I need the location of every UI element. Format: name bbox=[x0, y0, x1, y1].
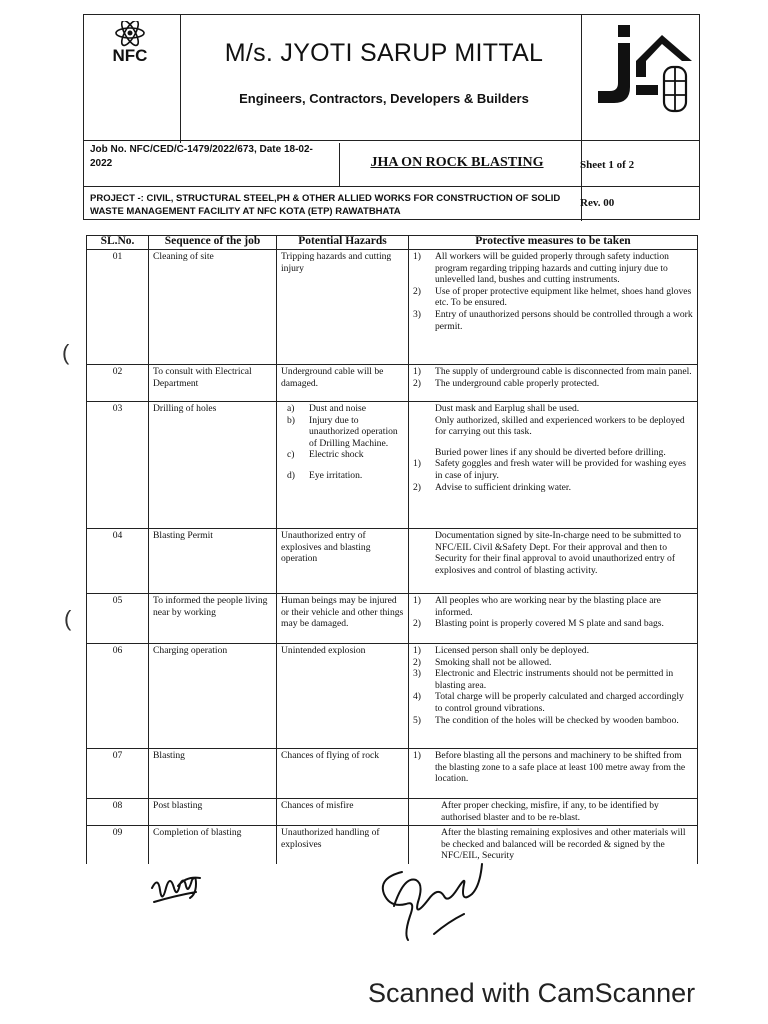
revision-number: Rev. 00 bbox=[580, 197, 615, 209]
row-slno: 04 bbox=[87, 529, 149, 594]
table-row bbox=[87, 250, 698, 365]
measure-item: 1) Safety goggles and fresh water will be provided for washing eyes in case of injury. bbox=[413, 458, 686, 481]
measure-text: Only authorized, skilled and experienced workers to be deployed for carrying out this task. bbox=[435, 414, 685, 438]
measure-item: 3) Electronic and Electric instruments should not be permitted in blasting area. bbox=[413, 668, 674, 691]
row-slno: 01 bbox=[87, 250, 149, 365]
row-measures bbox=[409, 644, 698, 749]
row-hazards: Human beings may be injured or their vehicle and other things may be damaged. bbox=[277, 594, 409, 644]
hazard-item: a) Dust and noise bbox=[287, 403, 367, 414]
header-divider bbox=[84, 186, 699, 187]
row-sequence: To informed the people living near by working bbox=[149, 594, 277, 644]
row-hazards: Chances of misfire bbox=[277, 799, 409, 826]
row-sequence: Completion of blasting bbox=[149, 826, 277, 864]
col-header-measures: Protective measures to be taken bbox=[409, 236, 698, 250]
col-header-sequence: Sequence of the job bbox=[149, 236, 277, 250]
measure-text: After proper checking, misfire, if any, to be identified by authorised blaster and to be re-blast. bbox=[441, 800, 659, 823]
jha-table bbox=[86, 235, 698, 864]
row-hazards: Unauthorized entry of explosives and blasting operation bbox=[277, 529, 409, 594]
nfc-logo bbox=[94, 21, 166, 65]
job-number: Job No. NFC/CED/C-1479/2022/673, Date 18-02-2022 bbox=[90, 144, 313, 169]
measure-text: After the blasting remaining explosives and other materials will be checked and balanced will be recorded & signed by the NFC/EIL, Security bbox=[441, 827, 686, 862]
row-hazards bbox=[277, 402, 409, 529]
table-row bbox=[87, 594, 698, 644]
project-description: PROJECT -: CIVIL, STRUCTURAL STEEL,PH & OTHER ALLIED WORKS FOR CONSTRUCTION OF SOLID WASTE MANAGEMENT FACILITY AT NFC KOTA (ETP) RAWATBHATA bbox=[90, 193, 561, 217]
row-slno: 05 bbox=[87, 594, 149, 644]
row-sequence: Blasting Permit bbox=[149, 529, 277, 594]
table-row bbox=[87, 644, 698, 749]
header-divider bbox=[180, 15, 181, 143]
row-sequence: Post blasting bbox=[149, 799, 277, 826]
measure-item: 1) Before blasting all the persons and machinery to be shifted from the blasting zone to a safe place at least 100 metre away from the location. bbox=[413, 750, 686, 785]
col-header-hazards: Potential Hazards bbox=[277, 236, 409, 250]
row-sequence: Charging operation bbox=[149, 644, 277, 749]
row-hazards: Chances of flying of rock bbox=[277, 749, 409, 799]
hazard-item: b) Injury due to unauthorized operation of Drilling Machine. bbox=[287, 414, 398, 449]
svg-text:JS: JS bbox=[592, 21, 593, 22]
measure-item: 2) Smoking shall not be allowed. bbox=[413, 656, 552, 668]
table-row bbox=[87, 799, 698, 826]
col-header-slno: SL.No. bbox=[87, 236, 149, 250]
header-divider bbox=[84, 140, 699, 141]
row-measures bbox=[409, 365, 698, 402]
signature-2 bbox=[374, 858, 484, 948]
punch-hole-mark: ( bbox=[62, 340, 70, 365]
measure-text: Dust mask and Earplug shall be used. bbox=[435, 403, 580, 414]
measure-text: Buried power lines if any should be diverted before drilling. bbox=[435, 446, 666, 458]
measure-item: 3) Entry of unauthorized persons should be controlled through a work permit. bbox=[413, 308, 693, 332]
company-name: M/s. JYOTI SARUP MITTAL bbox=[224, 39, 544, 67]
row-measures bbox=[409, 749, 698, 799]
measure-item: 2) The underground cable properly protected. bbox=[413, 377, 600, 389]
row-measures bbox=[409, 402, 698, 529]
sheet-number: Sheet 1 of 2 bbox=[580, 159, 635, 171]
row-sequence: Blasting bbox=[149, 749, 277, 799]
row-slno: 08 bbox=[87, 799, 149, 826]
row-hazards: Tripping hazards and cutting injury bbox=[277, 250, 409, 365]
table-row bbox=[87, 529, 698, 594]
measure-item: 1) All workers will be guided properly through safety induction program regarding tripping hazards and cutting injury due to unlevelled land, bushes and cutting instruments. bbox=[413, 251, 669, 286]
jsm-logo bbox=[592, 21, 694, 121]
measure-text: Documentation signed by site-In-charge need to be submitted to NFC/EIL Civil &Safety Dept. For their approval and then to Security for their final approval to avoid unauthorized entry of explosives and control of blasting activity. bbox=[435, 530, 681, 576]
punch-hole-mark: ( bbox=[64, 606, 72, 631]
document-title: JHA ON ROCK BLASTING bbox=[370, 155, 544, 170]
table-row bbox=[87, 749, 698, 799]
company-tagline: Engineers, Contractors, Developers & Builders bbox=[239, 91, 529, 106]
row-slno: 06 bbox=[87, 644, 149, 749]
header-divider bbox=[339, 143, 340, 187]
table-row bbox=[87, 402, 698, 529]
row-hazards: Unauthorized handling of explosives bbox=[277, 826, 409, 864]
row-slno: 09 bbox=[87, 826, 149, 864]
row-hazards: Unintended explosion bbox=[277, 644, 409, 749]
measure-item: 5) The condition of the holes will be checked by wooden bamboo. bbox=[413, 714, 679, 726]
row-measures bbox=[409, 594, 698, 644]
measure-item: 2) Blasting point is properly covered M S plate and sand bags. bbox=[413, 618, 664, 630]
measure-item: 2) Advise to sufficient drinking water. bbox=[413, 481, 571, 493]
row-slno: 02 bbox=[87, 365, 149, 402]
camscanner-watermark: Scanned with CamScanner bbox=[368, 978, 696, 1008]
hazard-item: c) Electric shock bbox=[287, 449, 364, 461]
hazard-item: d) Eye irritation. bbox=[287, 469, 363, 481]
row-measures bbox=[409, 529, 698, 594]
row-measures bbox=[409, 799, 698, 826]
table-row bbox=[87, 365, 698, 402]
measure-item: 1) All peoples who are working near by the blasting place are informed. bbox=[413, 595, 661, 618]
row-slno: 03 bbox=[87, 402, 149, 529]
row-sequence: To consult with Electrical Department bbox=[149, 365, 277, 402]
row-measures bbox=[409, 250, 698, 365]
document-header bbox=[83, 14, 700, 220]
svg-text:NFC: NFC bbox=[112, 46, 148, 65]
row-hazards: Underground cable will be damaged. bbox=[277, 365, 409, 402]
row-sequence: Drilling of holes bbox=[149, 402, 277, 529]
signature-1 bbox=[148, 868, 212, 910]
measure-item: 1) The supply of underground cable is disconnected from main panel. bbox=[413, 366, 692, 377]
measure-item: 2) Use of proper protective equipment like helmet, shoes hand gloves etc. To be ensured. bbox=[413, 285, 692, 309]
table-header-row bbox=[87, 236, 698, 250]
row-sequence: Cleaning of site bbox=[149, 250, 277, 365]
measure-item: 1) Licensed person shall only be deployed. bbox=[413, 645, 589, 656]
row-slno: 07 bbox=[87, 749, 149, 799]
measure-item: 4) Total charge will be properly calculated and charged accordingly to control ground vibrations. bbox=[413, 691, 684, 714]
